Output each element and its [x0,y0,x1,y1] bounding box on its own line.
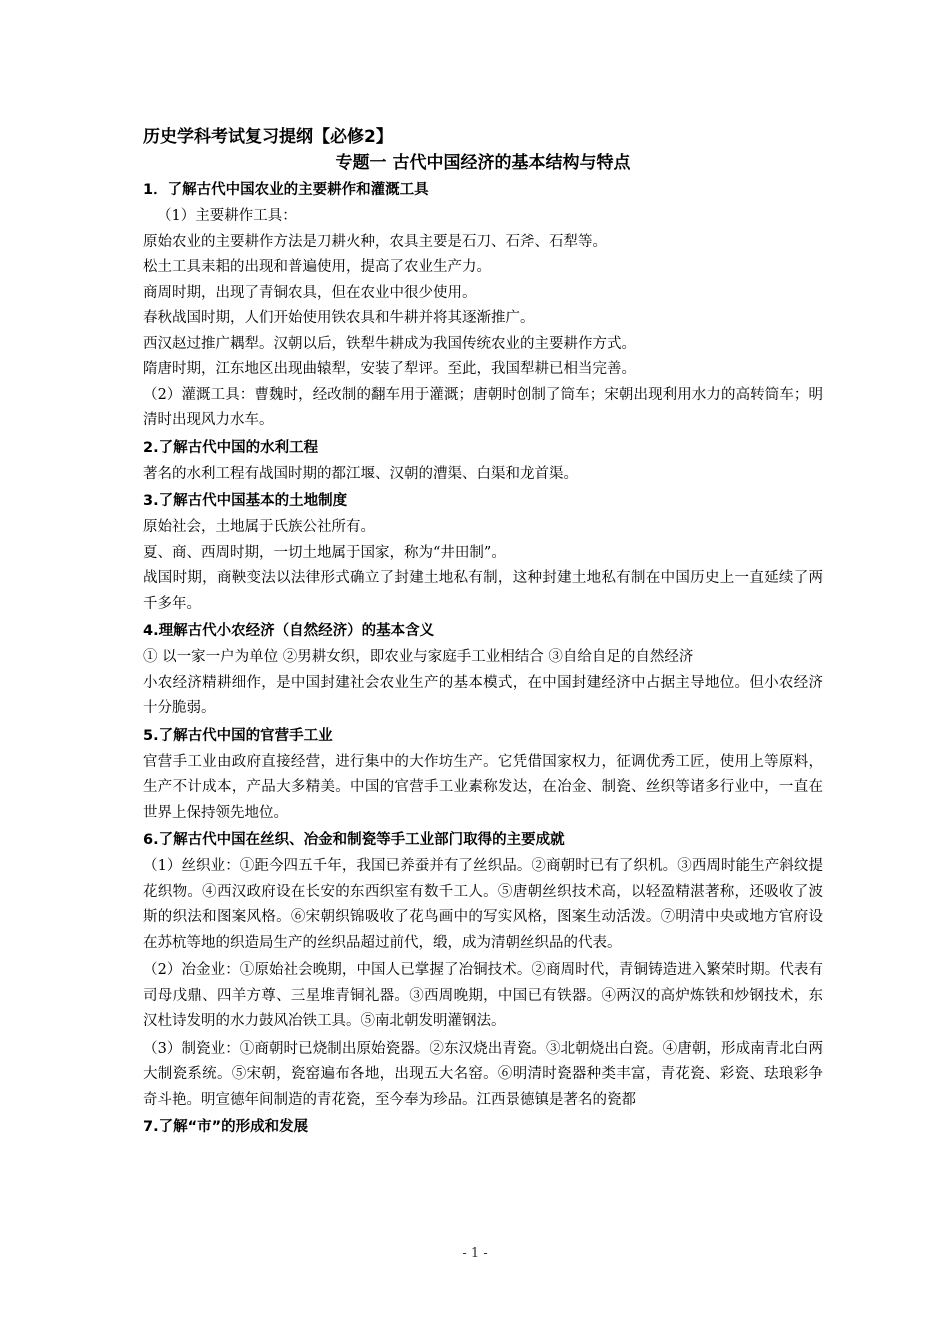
section-1-line: 春秋战国时期，人们开始使用铁农具和牛耕并将其逐渐推广。 [143,310,535,326]
document-title: 历史学科考试复习提纲【必修2】 [143,127,393,147]
section-1-subheading-tools: （1）主要耕作工具： [157,208,297,224]
section-5-text: 官营手工业由政府直接经营，进行集中的大作坊生产。它凭借国家权力，征调优秀工匠，使用上等原料，生产不计成本，产品大多精美。中国的官营手工业素称发达，在冶金、制瓷、丝织等诸多行业中，一直在世界上保持领先地位。 [143,753,823,821]
section-4-text: 小农经济精耕细作，是中国封建社会农业生产的基本模式，在中国封建经济中占据主导地位。但小农经济十分脆弱。 [143,674,823,716]
section-6-silk: （1）丝织业：①距今四五千年，我国已养蚕并有了丝织品。②商朝时已有了织机。③西周时能生产斜纹提花织物。④西汉政府设在长安的东西织室有数千工人。⑤唐朝丝织技术高，以轻盈精湛著称，还吸收了波斯的织法和图案风格。⑥宋朝织锦吸收了花鸟画中的写实风格，图案生动活泼。⑦明清中央或地方官府设在苏杭等地的织造局生产的丝织品超过前代，缎，成为清朝丝织品的代表。 [143,858,823,951]
section-6-heading: 6.了解古代中国在丝织、冶金和制瓷等手工业部门取得的主要成就 [143,832,565,848]
section-4-items: ① 以一家一户为单位 ②男耕女织，即农业与家庭手工业相结合 ③自给自足的自然经济 [143,649,694,665]
section-1-line: 原始农业的主要耕作方法是刀耕火种，农具主要是石刀、石斧、石犁等。 [143,233,607,250]
section-3-line: 夏、商、西周时期，一切土地属于国家，称为“井田制”。 [143,544,506,561]
section-5-heading: 5.了解古代中国的官营手工业 [143,727,333,744]
section-1-irrigation: （2）灌溉工具：曹魏时，经改制的翻车用于灌溉；唐朝时创制了筒车；宋朝出现利用水力的高转筒车；明清时出现风力水车。 [143,386,823,428]
section-1-line: 西汉赵过推广耦犁。汉朝以后，铁犁牛耕成为我国传统农业的主要耕作方式。 [143,335,636,352]
section-3-line: 原始社会，土地属于氏族公社所有。 [143,519,375,535]
section-2-heading: 2.了解古代中国的水利工程 [143,439,319,456]
topic-title: 专题一 古代中国经济的基本结构与特点 [335,153,631,173]
section-4-heading: 4.理解古代小农经济（自然经济）的基本含义 [143,623,435,639]
page-number: - 1 - [462,1246,488,1261]
section-7-heading: 7.了解“市”的形成和发展 [143,1119,309,1135]
section-1-line: 松土工具耒耜的出现和普遍使用，提高了农业生产力。 [143,259,491,275]
section-1-line: 商周时期，出现了青铜农具，但在农业中很少使用。 [143,284,477,301]
section-1-line: 隋唐时期，江东地区出现曲辕犁，安装了犁评。至此，我国犁耕已相当完善。 [143,361,636,377]
section-6-ceramic: （3）制瓷业：①商朝时已烧制出原始瓷器。②东汉烧出青瓷。③北朝烧出白瓷。④唐朝，形成南青北白两大制瓷系统。⑤宋朝，瓷窑遍布各地，出现五大名窑。⑥明清时瓷器种类丰富，青花瓷、彩瓷、珐琅彩争奇斗艳。明宣德年间制造的青花瓷，至今奉为珍品。江西景德镇是著名的瓷都 [143,1040,823,1108]
section-1-heading: 1．了解古代中国农业的主要耕作和灌溉工具 [143,182,429,198]
section-3-line: 战国时期，商鞅变法以法律形式确立了封建土地私有制，这种封建土地私有制在中国历史上一直延续了两千多年。 [143,570,823,612]
section-6-metal: （2）冶金业：①原始社会晚期，中国人已掌握了冶铜技术。②商周时代，青铜铸造进入繁荣时期。代表有司母戊鼎、四羊方尊、三星堆青铜礼器。③西周晚期，中国已有铁器。④两汉的高炉炼铁和炒钢技术，东汉杜诗发明的水力鼓风冶铁工具。⑤南北朝发明灌钢法。 [143,962,823,1029]
section-3-heading: 3.了解古代中国基本的土地制度 [143,493,348,509]
page-content [143,124,823,1141]
section-2-text: 著名的水利工程有战国时期的都江堰、汉朝的漕渠、白渠和龙首渠。 [143,465,578,482]
